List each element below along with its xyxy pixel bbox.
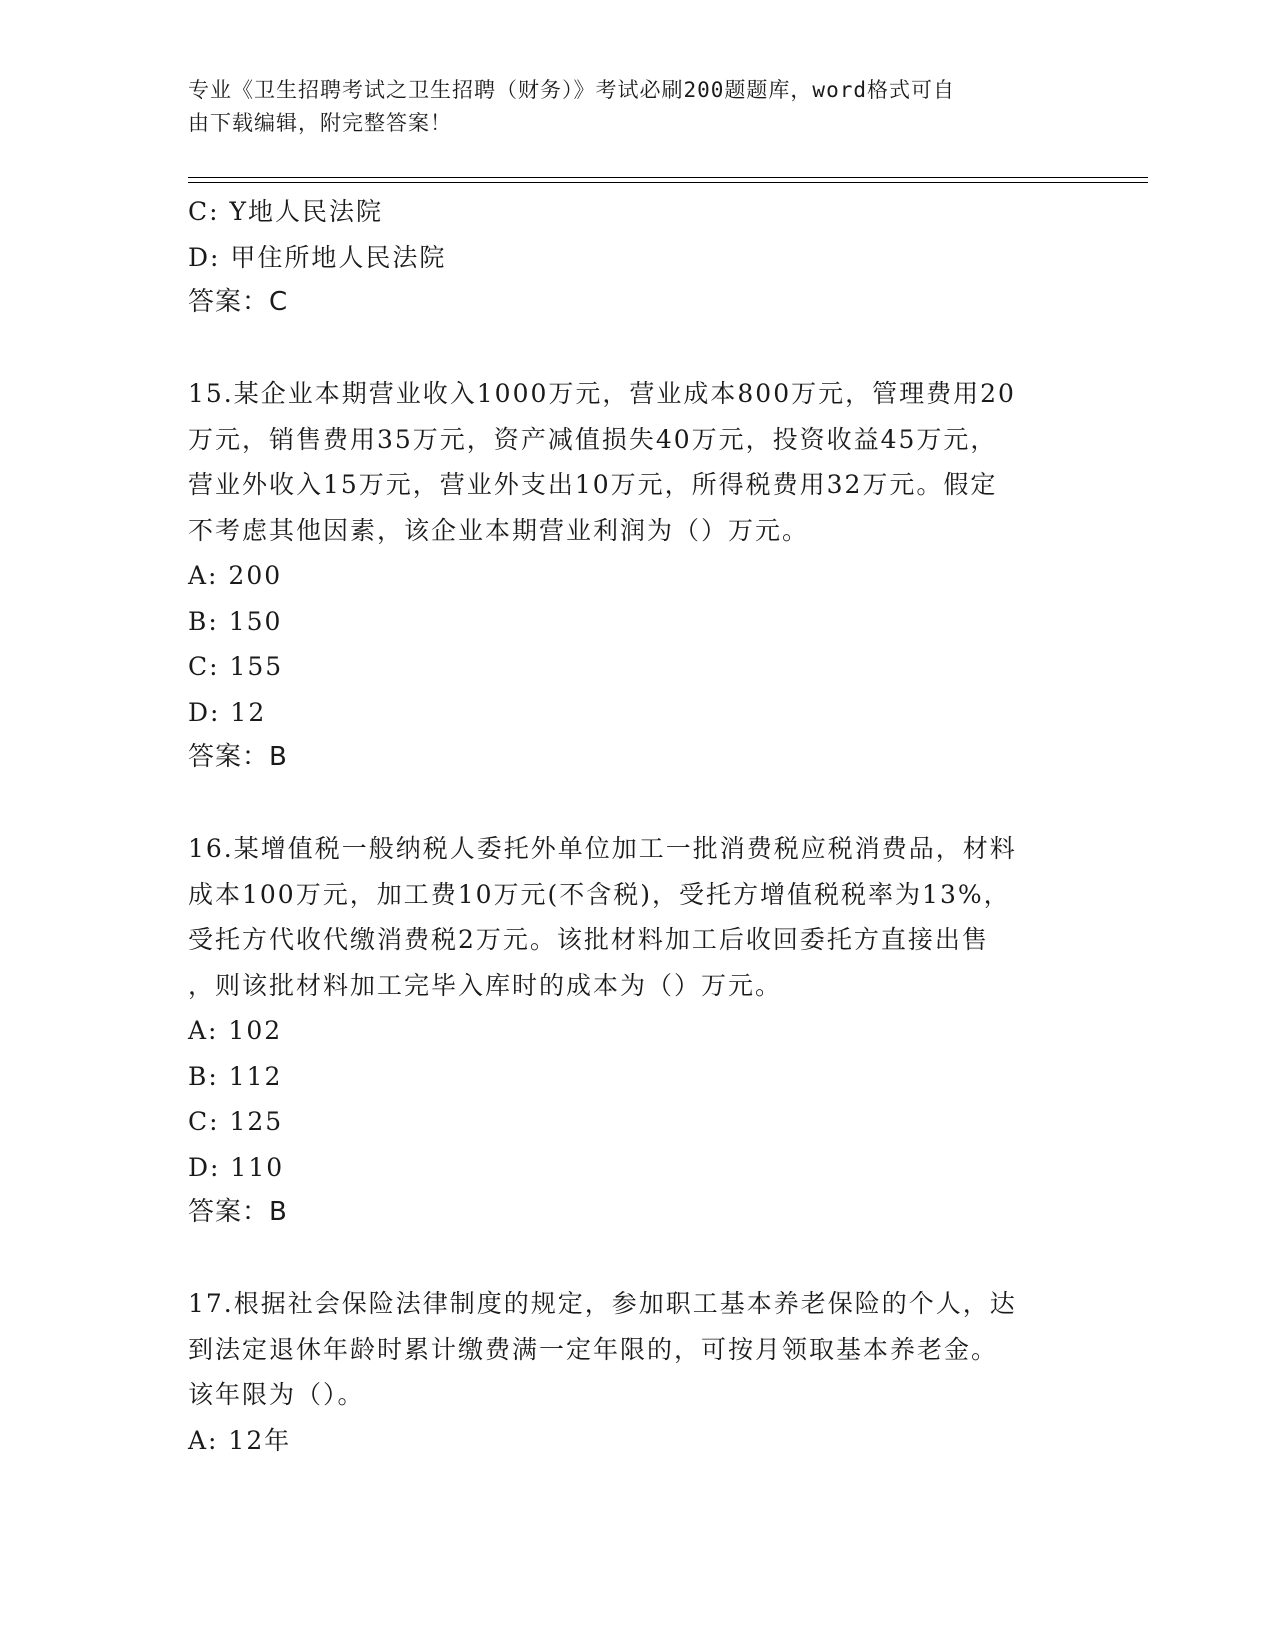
option-b: B: 112 [188, 1061, 283, 1091]
option-c: C: 125 [188, 1107, 284, 1136]
question-text-line: 不考虑其他因素，该企业本期营业利润为（）万元。 [188, 515, 810, 545]
question-text-line: 成本100万元，加工费10万元(不含税)，受托方增值税税率为13%， [188, 879, 1011, 909]
question-text-line: 到法定退休年龄时累计缴费满一定年限的，可按月领取基本养老金。 [188, 1334, 999, 1364]
header-line-1: 专业《卫生招聘考试之卫生招聘（财务）》考试必刷200题题库，word格式可自 [188, 78, 955, 102]
document-header [188, 74, 1068, 140]
question-text-line: 16.某增值税一般纳税人委托外单位加工一批消费税应税消费品，材料 [188, 834, 1017, 863]
option-d: D: 甲住所地人民法院 [188, 242, 447, 272]
header-rule-top [188, 177, 1148, 178]
spacer [188, 1236, 1088, 1282]
document-body [188, 189, 1088, 1463]
option-d: D: 110 [188, 1152, 285, 1182]
answer-line: 答案：C [188, 287, 289, 317]
question-text-line: ，则该批材料加工完毕入库时的成本为（）万元。 [188, 970, 783, 1000]
header-line-2: 由下载编辑，附完整答案！ [188, 111, 452, 135]
option-c: C: Y地人民法院 [188, 197, 384, 226]
question-text-line: 受托方代收代缴消费税2万元。该批材料加工后收回委托方直接出售 [188, 925, 989, 954]
option-d: D: 12 [188, 697, 267, 727]
question-text-line: 17.根据社会保险法律制度的规定，参加职工基本养老保险的个人，达 [188, 1289, 1017, 1318]
spacer [188, 326, 1088, 372]
option-a: A: 102 [188, 1016, 283, 1045]
question-text-line: 万元，销售费用35万元，资产减值损失40万元，投资收益45万元， [188, 424, 998, 454]
header-rule-bottom [188, 182, 1148, 183]
option-c: C: 155 [188, 652, 284, 681]
answer-line: 答案：B [188, 742, 288, 772]
option-a: A: 200 [188, 561, 283, 590]
question-16 [188, 826, 1088, 1236]
previous-question-tail [188, 189, 1088, 326]
question-17 [188, 1281, 1088, 1463]
question-15 [188, 371, 1088, 781]
question-text-line: 该年限为（）。 [188, 1380, 365, 1409]
answer-line: 答案：B [188, 1197, 288, 1227]
spacer [188, 781, 1088, 827]
question-text-line: 15.某企业本期营业收入1000万元，营业成本800万元，管理费用20 [188, 379, 1016, 408]
question-text-line: 营业外收入15万元，营业外支出10万元，所得税费用32万元。假定 [188, 470, 998, 499]
option-a: A: 12年 [188, 1425, 292, 1455]
option-b: B: 150 [188, 606, 283, 636]
